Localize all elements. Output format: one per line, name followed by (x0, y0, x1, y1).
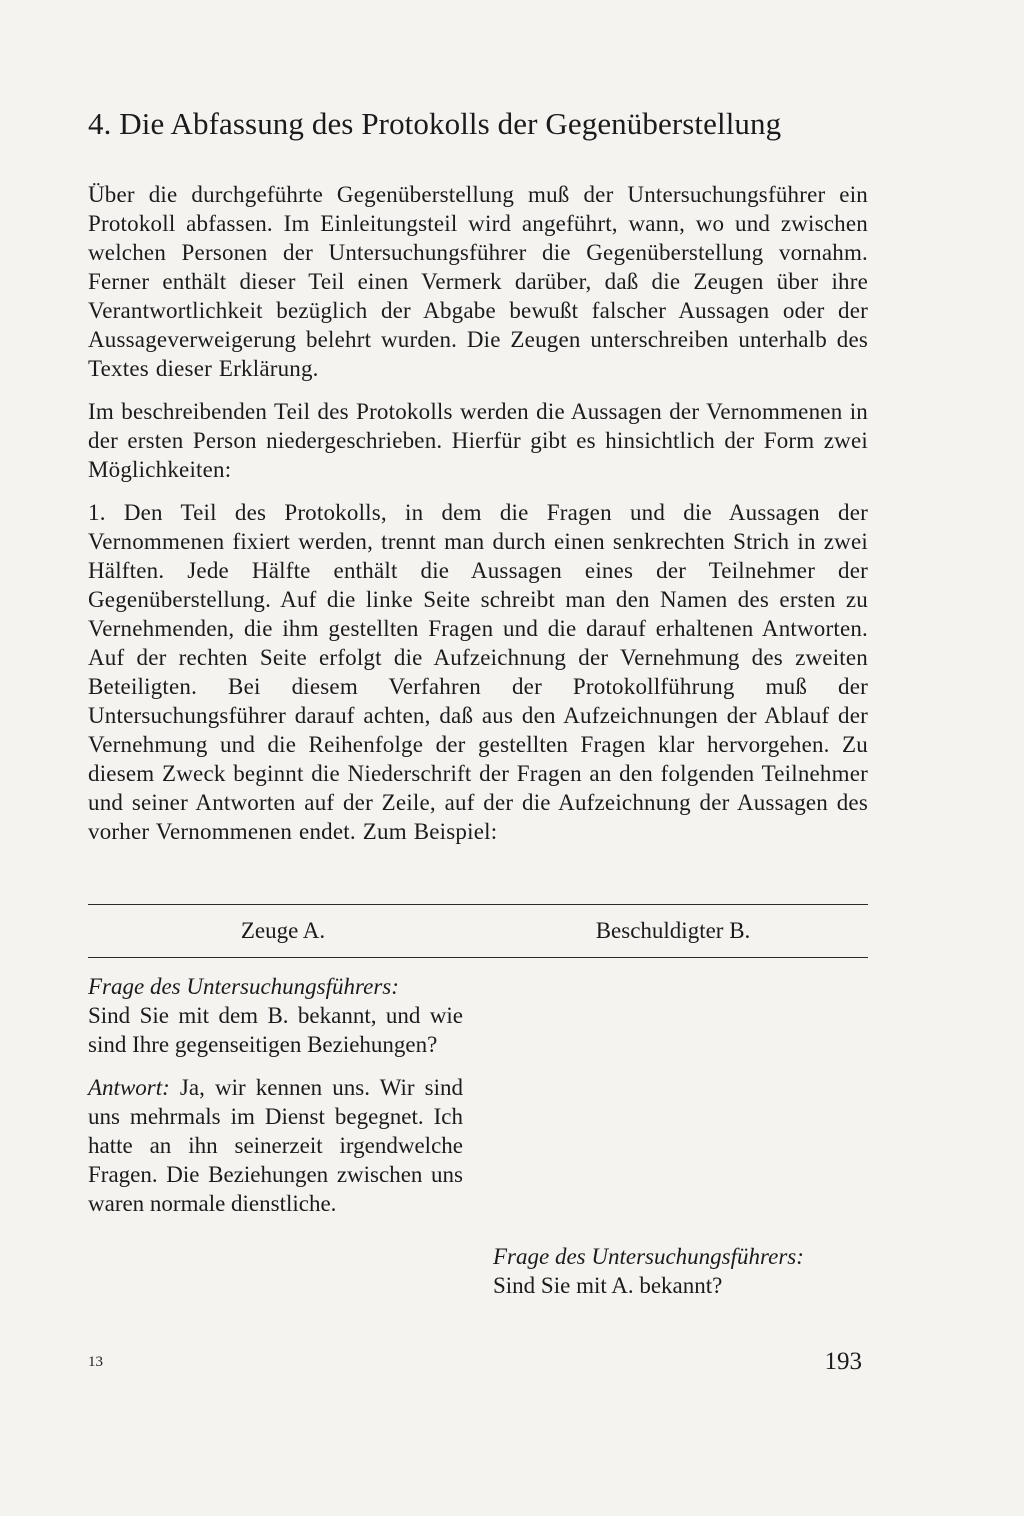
answer-text: Ja, wir kennen uns. Wir sind uns mehrmals im Dienst begegnet. Ich hatte an ihn seinerzeit irgendwelche Fragen. Die Beziehungen zwischen uns waren normale dienstliche. (88, 1075, 464, 1216)
question-label: Frage des Untersuchungsführers: (493, 1244, 804, 1269)
witness-question (88, 972, 463, 1059)
accused-question (493, 1242, 868, 1300)
answer-label: Antwort: (88, 1075, 170, 1100)
table-header-rule (88, 957, 868, 958)
header-accused-b: Beschuldigter B. (595, 918, 751, 943)
paragraph-description: Im beschreibenden Teil des Protokolls werden die Aussagen der Vernommenen in der ersten Person niedergeschrieben. Hierfür gibt es hinsichtlich der Form zwei Möglichkeiten: (88, 399, 868, 482)
question-label: Frage des Untersuchungsführers: (88, 974, 399, 999)
column-accused-b (493, 972, 868, 1314)
page-number: 193 (824, 1348, 862, 1375)
question-text: Sind Sie mit dem B. bekannt, und wie sind Ihre gegenseitigen Beziehungen? (88, 1003, 463, 1057)
protocol-columns (88, 972, 868, 1314)
column-witness-a (88, 972, 463, 1314)
section-heading: 4. Die Abfassung des Protokolls der Gegenüberstellung (88, 106, 782, 141)
signature-mark: 13 (88, 1354, 103, 1370)
paragraph-intro: Über die durchgeführte Gegenüberstellung muß der Untersuchungsführer ein Protokoll abfassen. Im Einleitungsteil wird angeführt, wann, wo und zwischen welchen Personen der Untersuchungsführer die Gegenüberstellung vornahm. Ferner enthält dieser Teil einen Vermerk darüber, daß die Zeugen über ihre Verantwortlichkeit bezüglich der Abgabe bewußt falscher Aussagen oder der Aussageverweigerung belehrt wurden. Die Zeugen unterschreiben unterhalb des Textes dieser Erklärung. (88, 182, 868, 381)
question-text: Sind Sie mit A. bekannt? (493, 1273, 723, 1298)
paragraph-option-one: 1. Den Teil des Protokolls, in dem die Fragen und die Aussagen der Vernommenen fixiert werden, trennt man durch einen senkrechten Strich in zwei Hälften. Jede Hälfte enthält die Aussagen eines der Teilnehmer der Gegenüberstellung. Auf die linke Seite schreibt man den Namen des ersten zu Vernehmenden, die ihm gestellten Fragen und die darauf erhaltenen Antworten. Auf der rechten Seite erfolgt die Aufzeichnung der Vernehmung des zweiten Beteiligten. Bei diesem Verfahren der Protokollführung muß der Untersuchungsführer darauf achten, daß aus den Aufzeichnungen der Ablauf der Vernehmung und die Reihenfolge der gestellten Fragen klar hervorgehen. Zu diesem Zweck beginnt die Niederschrift der Fragen an den folgenden Teilnehmer und seiner Antworten auf der Zeile, auf der die Aufzeichnung der Aussagen des vorher Vernommenen endet. Zum Beispiel: (88, 500, 868, 844)
page-footer (88, 1348, 868, 1388)
witness-answer (88, 1073, 463, 1218)
header-witness-a: Zeuge A. (240, 918, 326, 943)
book-page (88, 104, 868, 1314)
protocol-table-header (88, 905, 868, 957)
